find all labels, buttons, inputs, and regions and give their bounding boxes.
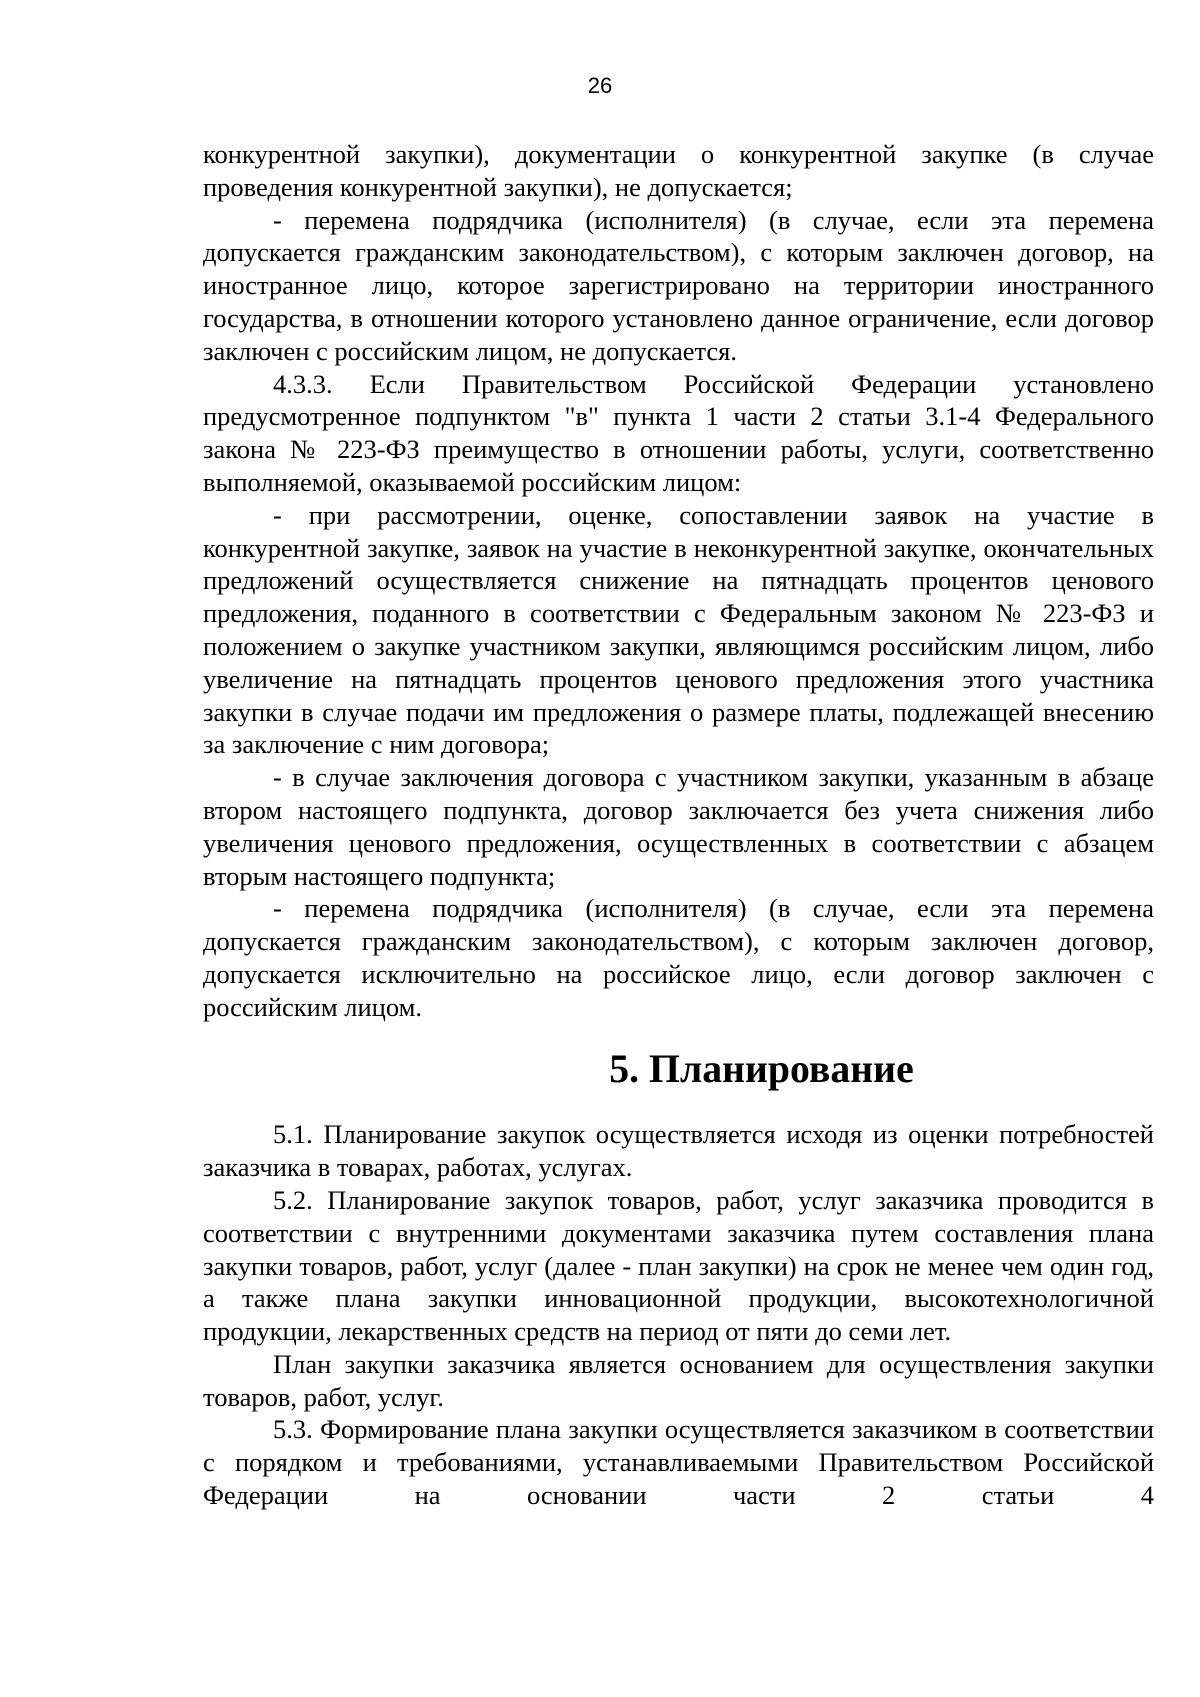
- paragraph-contract-conclusion: - в случае заключения договора с участником закупки, указанным в абзаце втором настоящего подпункта, договор заключается без учета снижения либо увеличения ценового предложения, осуществленных в соответствии с абзацем вторым настоящего подпункта;: [203, 762, 1154, 891]
- paragraph-price-reduction: - при рассмотрении, оценке, сопоставлении заявок на участие в конкурентной закупке, заявок на участие в неконкурентной закупке, окончательных предложений осуществляется снижение на пятнадцать процентов ценового предложения, поданного в соответствии с Федеральным законом № 223-ФЗ и положением о закупке участником закупки, являющимся российским лицом, либо увеличение на пятнадцать процентов ценового предложения этого участника закупки в случае подачи им предложения о размере платы, подлежащей внесению за заключение с ним договора;: [203, 499, 1154, 760]
- paragraph-clause-5-2: 5.2. Планирование закупок товаров, работ, услуг заказчика проводится в соответствии с внутренними документами заказчика путем составления плана закупки товаров, работ, услуг (далее - план закупки) на срок не менее чем один год, а также плана закупки инновационной продукции, высокотехнологичной продукции, лекарственных средств на период от пяти до семи лет.: [203, 1184, 1154, 1347]
- paragraph-clause-4-3-3: 4.3.3. Если Правительством Российской Федерации установлено предусмотренное подпунктом "в" пункта 1 части 2 статьи 3.1-4 Федерального закона № 223-ФЗ преимущество в отношении работы, услуги, соответственно выполняемой, оказываемой российским лицом:: [203, 368, 1154, 497]
- paragraph-plan-basis: План закупки заказчика является основанием для осуществления закупки товаров, работ, услуг.: [203, 1348, 1154, 1412]
- document-body: [203, 138, 1154, 1512]
- paragraph-contractor-change-russian: - перемена подрядчика (исполнителя) (в случае, если эта перемена допускается гражданским законодательством), с которым заключен договор, допускается исключительно на российское лицо, если договор заключен с российским лицом.: [203, 893, 1154, 1022]
- paragraph-clause-5-3: 5.3. Формирование плана закупки осуществляется заказчиком в соответствии с порядком и требованиями, устанавливаемыми Правительством Российской Федерации на основании части 2 статьи 4: [203, 1414, 1154, 1511]
- section-heading-planning: 5. Планирование: [609, 1046, 914, 1091]
- paragraph-clause-5-1: 5.1. Планирование закупок осуществляется исходя из оценки потребностей заказчика в товарах, работах, услугах.: [203, 1119, 1154, 1183]
- paragraph-continuation: конкурентной закупки), документации о конкурентной закупке (в случае проведения конкурентной закупки), не допускается;: [203, 139, 1154, 202]
- page-number: 26: [587, 73, 613, 98]
- paragraph-contractor-change-foreign: - перемена подрядчика (исполнителя) (в случае, если эта перемена допускается гражданским законодательством), с которым заключен договор, на иностранное лицо, которое зарегистрировано на территории иностранного государства, в отношении которого установлено данное ограничение, если договор заключен с российским лицом, не допускается.: [203, 204, 1154, 366]
